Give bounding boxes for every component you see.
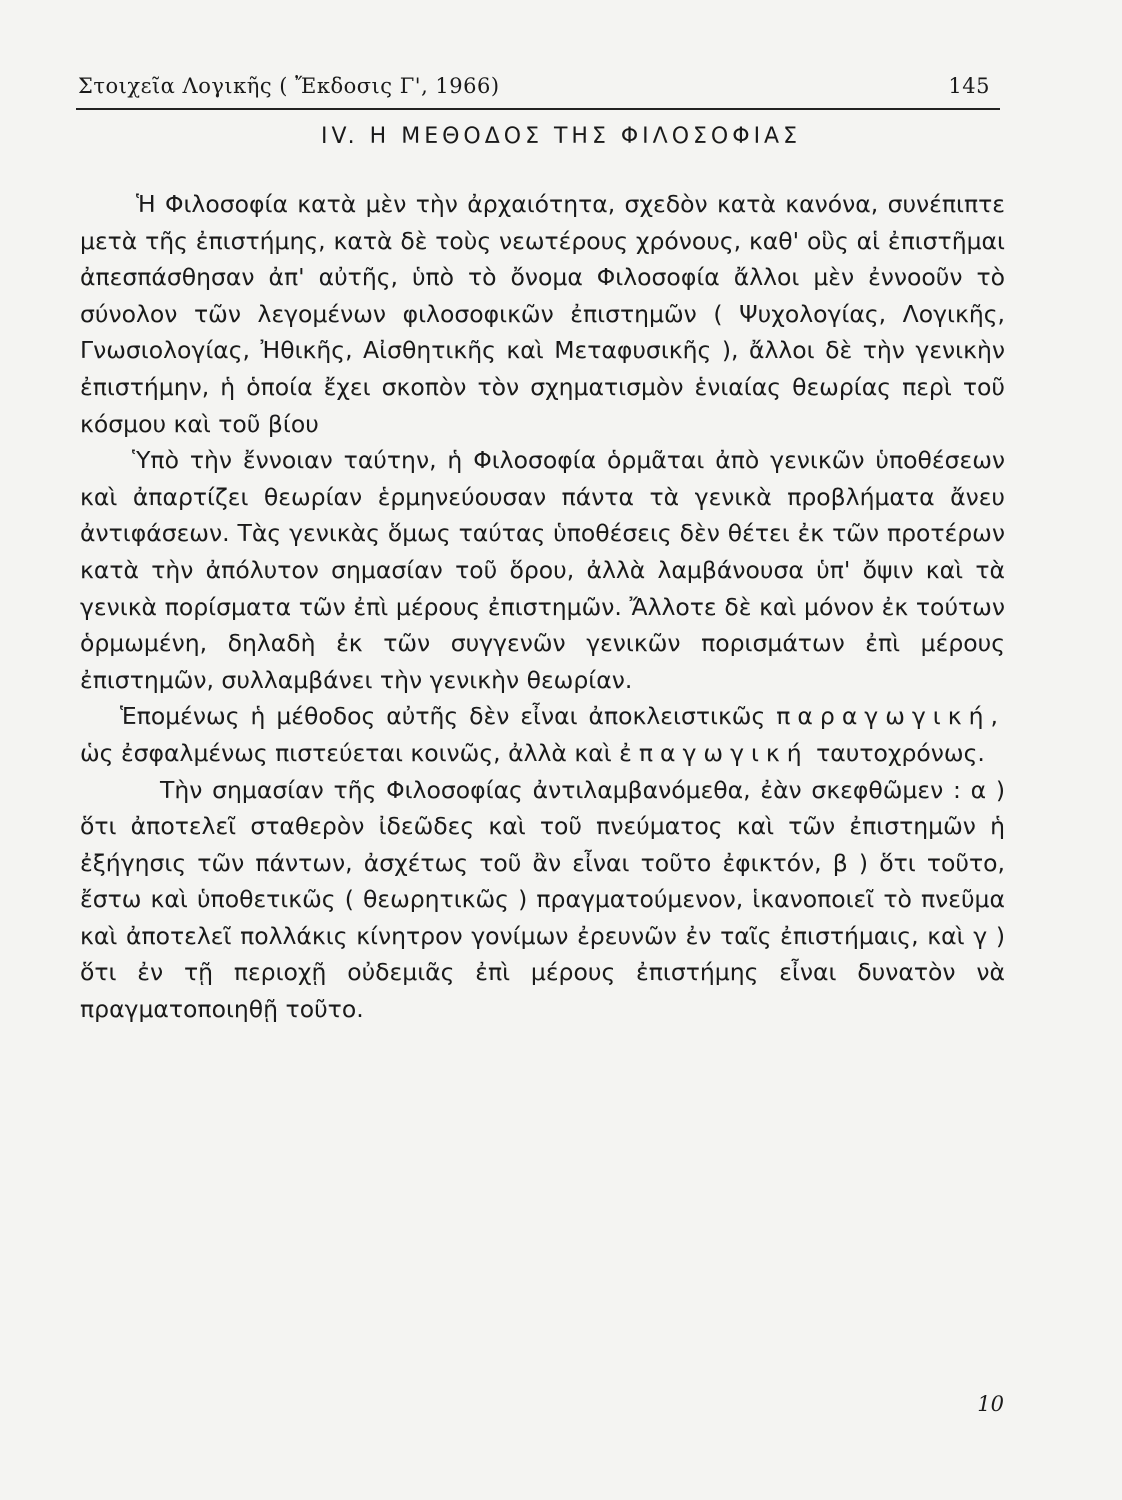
paragraph-3 (80, 698, 1005, 771)
header-rule (76, 108, 1000, 110)
paragraph-3-middle: ὡς ἐσφαλμένως πιστεύεται κοινῶς, ἀλλὰ καὶ (80, 738, 612, 767)
spaced-word-inductive: ἐπαγωγική (619, 738, 809, 767)
signature-mark: 10 (977, 1392, 1004, 1416)
spaced-word-deductive: παραγωγική, (776, 702, 1005, 731)
paragraph-3-start: Ἑπομένως ἡ μέθοδος αὐτῆς δὲν εἶναι ἀποκλειστικῶς (120, 702, 766, 731)
body-text (80, 186, 1005, 1028)
paragraph-3-end: ταυτοχρόνως. (816, 738, 985, 767)
section-title: IV. Η ΜΕΘΟΔΟΣ ΤΗΣ ΦΙΛΟΣΟΦΙΑΣ (320, 124, 802, 149)
paragraph-2: Ὑπὸ τὴν ἔννοιαν ταύτην, ἡ Φιλοσοφία ὁρμᾶται ἀπὸ γενικῶν ὑποθέσεων καὶ ἀπαρτίζει θεωρίαν ἑρμηνεύουσαν πάντα τὰ γενικὰ προβλήματα ἄνευ ἀντιφάσεων. Τὰς γενικὰς ὅμως ταύτας ὑποθέσεις δὲν θέτει ἐκ τῶν προτέρων κατὰ τὴν ἀπόλυτον σημασίαν τοῦ ὅρου, ἀλλὰ λαμβάνουσα ὑπ' ὄψιν καὶ τὰ γενικὰ πορίσματα τῶν ἐπὶ μέρους ἐπιστημῶν. Ἄλλοτε δὲ καὶ μόνον ἐκ τούτων ὁρμωμένη, δηλαδὴ ἐκ τῶν συγγενῶν γενικῶν πορισμάτων ἐπὶ μέρους ἐπιστημῶν, συλλαμβάνει τὴν γενικὴν θεωρίαν. (80, 446, 1005, 694)
running-head (78, 72, 990, 106)
running-title: Στοιχεῖα Λογικῆς ( Ἔκδοσις Γ', 1966) (78, 74, 500, 98)
page-number: 145 (948, 74, 990, 98)
paragraph-1: Ἡ Φιλοσοφία κατὰ μὲν τὴν ἀρχαιότητα, σχεδὸν κατὰ κανόνα, συνέπιπτε μετὰ τῆς ἐπιστήμης, κατὰ δὲ τοὺς νεωτέρους χρόνους, καθ' οὓς αἱ ἐπιστῆμαι ἀπεσπάσθησαν ἀπ' αὐτῆς, ὑπὸ τὸ ὄνομα Φιλοσοφία ἄλλοι μὲν ἐννοοῦν τὸ σύνολον τῶν λεγομένων φιλοσοφικῶν ἐπιστημῶν ( Ψυχολογίας, Λογικῆς, Γνωσιολογίας, Ἠθικῆς, Αἰσθητικῆς καὶ Μεταφυσικῆς ), ἄλλοι δὲ τὴν γενικὴν ἐπιστήμην, ἡ ὁποία ἔχει σκοπὸν τὸν σχηματισμὸν ἑνιαίας θεωρίας περὶ τοῦ κόσμου καὶ τοῦ βίου (80, 190, 1005, 438)
paragraph-4: Τὴν σημασίαν τῆς Φιλοσοφίας ἀντιλαμβανόμεθα, ἐὰν σκεφθῶμεν : α ) ὅτι ἀποτελεῖ σταθερὸν ἰδεῶδες καὶ τοῦ πνεύματος καὶ τῶν ἐπιστημῶν ἡ ἐξήγησις τῶν πάντων, ἀσχέτως τοῦ ἂν εἶναι τοῦτο ἐφικτόν, β ) ὅτι τοῦτο, ἔστω καὶ ὑποθετικῶς ( θεωρητικῶς ) πραγματούμενον, ἱκανοποιεῖ τὸ πνεῦμα καὶ ἀποτελεῖ πολλάκις κίνητρον γονίμων ἐρευνῶν ἐν ταῖς ἐπιστήμαις, καὶ γ ) ὅτι ἐν τῇ περιοχῇ οὐδεμιᾶς ἐπὶ μέρους ἐπιστήμης εἶναι δυνατὸν νὰ πραγματοποιηθῇ τοῦτο. (80, 775, 1005, 1024)
